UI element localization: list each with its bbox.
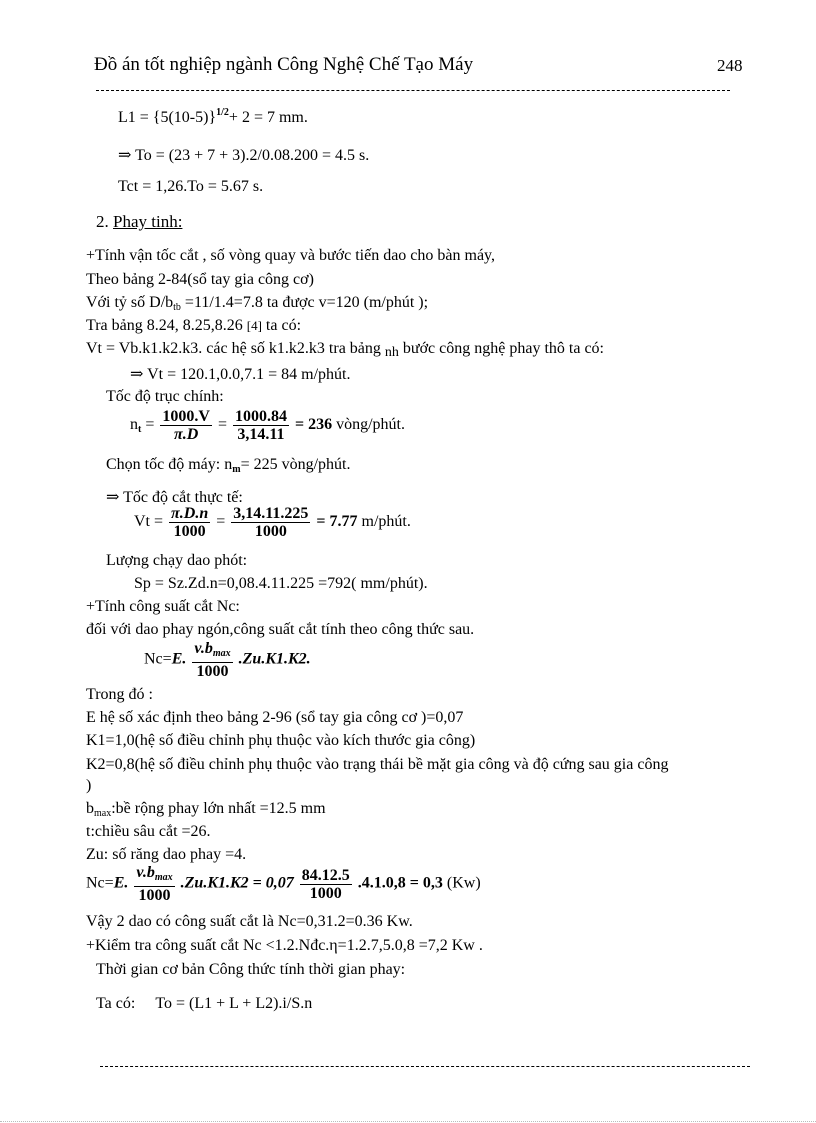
document-header-title: Đồ án tốt nghiệp ngành Công Nghệ Chế Tạo Máy	[94, 54, 474, 75]
paragraph-line: Theo bảng 2-84(sổ tay gia công cơ)	[86, 271, 314, 288]
fraction-numerator: $v.b_{max}$	[192, 640, 232, 663]
paragraph-line: Tra bảng 8.24, 8.25,8.26 [4] ta có:	[86, 317, 302, 334]
formula-l1: $L1 = \{5(10-5)\}^{1/2}+ 2 = 7$ mm.	[118, 107, 308, 126]
paragraph-line: E hệ số xác định theo bảng 2-96 (sổ tay gia công cơ )=0,07	[86, 709, 464, 726]
paragraph-line: Chọn tốc độ máy: $n_m= 225$ vòng/phút.	[106, 456, 351, 475]
fraction-denominator: 1000	[309, 884, 342, 902]
page-bottom-edge	[0, 1121, 816, 1122]
equation-spindle-speed: $n_t$ = $\frac{1000.V}{\pi.D}$ = $\frac{1000.84}{3,14.11}$ = 236 vòng/phút.	[130, 408, 405, 443]
paragraph-line: +Tính vận tốc cắt , số vòng quay và bước tiến dao cho bàn máy,	[86, 247, 496, 264]
fraction-numerator: 84.12.5	[301, 866, 350, 884]
paragraph-line: Vậy 2 dao có công suất cắt là Nc=0,31.2=0.36 Kw.	[86, 913, 413, 930]
paragraph-line: )	[86, 777, 92, 794]
paragraph-line: Trong đó :	[86, 686, 153, 703]
formula-to: ⇒ To = (23 + 7 + 3).2/0.08.200 = 4.5 s.	[118, 147, 370, 164]
paragraph-line: K1=1,0(hệ số điều chỉnh phụ thuộc vào kích thước gia công)	[86, 732, 476, 749]
paragraph-line: Thời gian cơ bản Công thức tính thời gian phay:	[96, 961, 406, 978]
fraction-denominator: 1000	[254, 523, 287, 540]
paragraph-line: $b_{max}:bề$ rộng phay lớn nhất =12.5 mm	[86, 800, 326, 819]
equation-cutting-power: Nc=E. $\frac{v.b_{max}}{1000}$ .Zu.K1.K2.	[144, 640, 311, 680]
fraction-denominator: 1000	[138, 887, 171, 904]
fraction-numerator: 3,14.11.225	[233, 505, 309, 522]
paragraph-line: Ta có: To = (L1 + L + L2).i/S.n	[96, 995, 313, 1012]
fraction-denominator: 3,14.11	[237, 426, 285, 443]
paragraph-line: ⇒ Tốc độ cắt thực tế:	[106, 489, 243, 506]
fraction-denominator: 1000	[173, 523, 206, 540]
paragraph-line: t:chiều sâu cắt =26.	[86, 823, 211, 840]
fraction-numerator: $v.b_{max}$	[134, 864, 174, 887]
paragraph-line: Với tỷ số $D/b_{tb} =11/1.4=7.8$ ta được v=120 (m/phút );	[86, 294, 429, 313]
header-divider	[96, 90, 730, 91]
section-heading: 2. Phay tinh:	[96, 212, 183, 231]
fraction-denominator: π.D	[174, 426, 199, 443]
fraction-numerator: 1000.V	[162, 408, 210, 425]
page-number: 248	[717, 56, 743, 75]
equation-cutting-power-result: Nc=E. $\frac{v.b_{max}}{1000}$ .Zu.K1.K2 = 0,07 $\frac{84.12.5}{1000}$ .4.1.0,8 = 0,3 (Kw)	[86, 864, 481, 904]
paragraph-line: +Kiểm tra công suất cắt Nc <1.2.Nđc.η=1.2.7,5.0,8 =7,2 Kw .	[86, 937, 483, 954]
fraction-denominator: 1000	[196, 663, 229, 680]
paragraph-line: Zu: số răng dao phay =4.	[86, 846, 247, 863]
paragraph-line: Tốc độ trục chính:	[106, 388, 224, 405]
fraction-numerator: 1000.84	[234, 408, 287, 425]
paragraph-line: ⇒ Vt = 120.1,0.0,7.1 = 84 m/phút.	[130, 366, 351, 383]
paragraph-line: Lượng chạy dao phót:	[106, 552, 248, 569]
equation-actual-speed: Vt = $\frac{\pi.D.n}{1000}$ = $\frac{3,14.11.225}{1000}$ = 7.77 m/phút.	[134, 505, 411, 540]
paragraph-line: K2=0,8(hệ số điều chỉnh phụ thuộc vào trạng thái bề mặt gia công và độ cứng sau gia công	[86, 756, 669, 773]
footer-divider	[100, 1066, 750, 1067]
paragraph-line: Sp = Sz.Zd.n=0,08.4.11.225 =792( mm/phút).	[134, 575, 428, 592]
subheading: +Tính công suất cắt Nc:	[86, 598, 240, 615]
formula-tct: Tct = 1,26.To = 5.67 s.	[118, 178, 264, 195]
paragraph-line: đối với dao phay ngón,công suất cắt tính theo công thức sau.	[86, 621, 475, 638]
paragraph-line: Vt = Vb.k1.k2.k3. các hệ số k1.k2.k3 tra bảng nh bước công nghệ phay thô ta có:	[86, 340, 604, 360]
fraction-numerator: π.D.n	[171, 505, 209, 522]
